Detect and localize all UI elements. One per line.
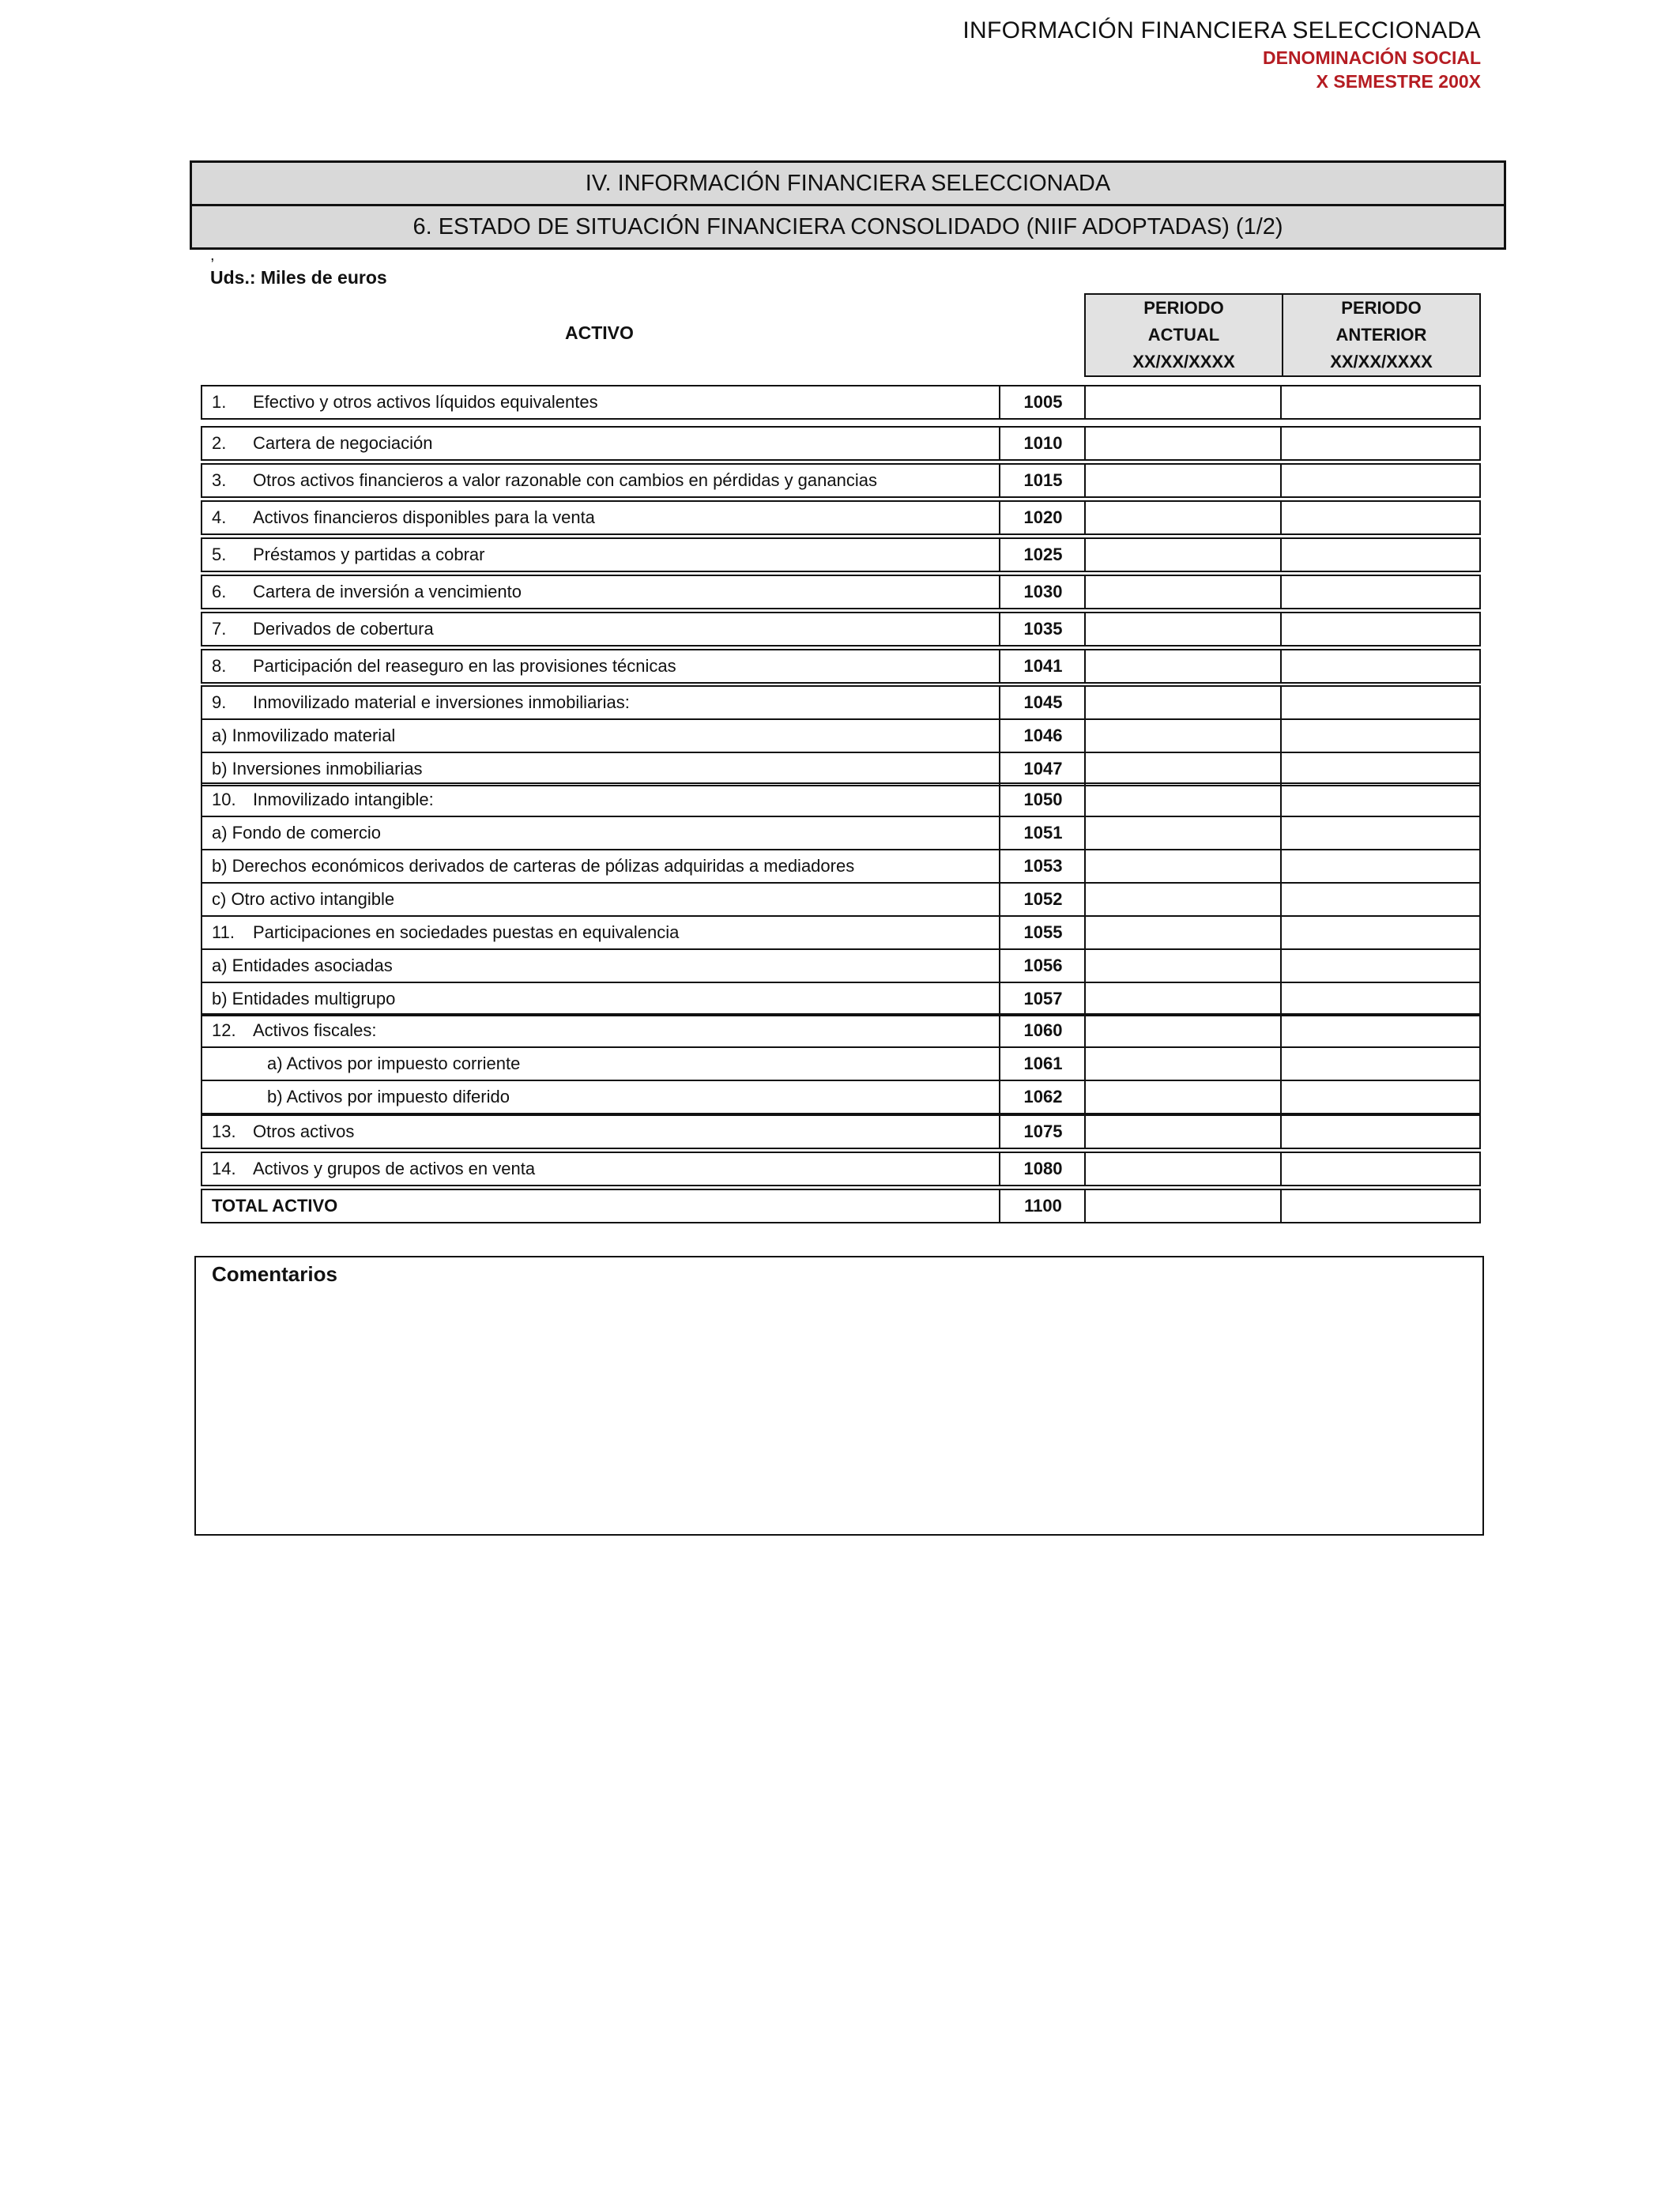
row-code: 1056	[999, 950, 1086, 982]
current-period-value-cell[interactable]	[1084, 753, 1282, 785]
row-group	[201, 782, 1481, 917]
row-group	[201, 426, 1481, 461]
table-row	[202, 1116, 1479, 1148]
header-company: DENOMINACIÓN SOCIAL	[1263, 47, 1481, 68]
row-number: 3.	[212, 470, 227, 490]
current-period-value-cell[interactable]	[1084, 817, 1282, 849]
row-number: 12.	[212, 1020, 236, 1040]
previous-period-value-cell[interactable]	[1280, 983, 1479, 1015]
row-label: a) Entidades asociadas	[212, 956, 393, 975]
row-code: 1041	[999, 650, 1086, 682]
table-row	[202, 1015, 1479, 1046]
previous-period-line-1: PERIODO	[1341, 298, 1422, 318]
row-code: 1030	[999, 576, 1086, 608]
current-period-line-1: PERIODO	[1143, 298, 1224, 318]
previous-period-value-cell[interactable]	[1280, 1116, 1479, 1148]
column-header-previous-period	[1282, 293, 1481, 377]
row-group	[201, 1013, 1481, 1114]
previous-period-value-cell[interactable]	[1280, 386, 1479, 418]
row-label: a) Fondo de comercio	[212, 823, 381, 843]
comments-label: Comentarios	[212, 1262, 337, 1286]
previous-period-value-cell[interactable]	[1280, 1081, 1479, 1113]
current-period-value-cell[interactable]	[1084, 539, 1282, 571]
table-row	[202, 917, 1479, 948]
previous-period-value-cell[interactable]	[1280, 502, 1479, 533]
row-number: 13.	[212, 1122, 236, 1141]
table-row	[202, 465, 1479, 496]
row-label: b) Inversiones inmobiliarias	[212, 759, 423, 778]
current-period-value-cell[interactable]	[1084, 1116, 1282, 1148]
row-label: TOTAL ACTIVO	[212, 1196, 338, 1216]
row-label: Cartera de inversión a vencimiento	[253, 582, 522, 601]
current-period-value-cell[interactable]	[1084, 1153, 1282, 1185]
table-row	[202, 849, 1479, 882]
row-label: Otros activos financieros a valor razonable con cambios en pérdidas y ganancias	[253, 470, 877, 490]
column-header-current-period	[1084, 293, 1283, 377]
current-period-value-cell[interactable]	[1084, 502, 1282, 533]
current-period-value-cell[interactable]	[1084, 428, 1282, 459]
row-code: 1055	[999, 917, 1086, 948]
current-period-value-cell[interactable]	[1084, 465, 1282, 496]
row-code: 1100	[999, 1190, 1086, 1222]
row-group	[201, 649, 1481, 684]
row-group	[201, 1189, 1481, 1223]
row-label: Derivados de cobertura	[253, 619, 434, 639]
row-label: Inmovilizado intangible:	[253, 790, 434, 809]
table-row	[202, 613, 1479, 645]
current-period-value-cell[interactable]	[1084, 576, 1282, 608]
table-row	[202, 428, 1479, 459]
row-label: Inmovilizado material e inversiones inmobiliarias:	[253, 692, 630, 712]
previous-period-value-cell[interactable]	[1280, 784, 1479, 816]
table-row	[202, 816, 1479, 849]
previous-period-value-cell[interactable]	[1280, 613, 1479, 645]
previous-period-value-cell[interactable]	[1280, 428, 1479, 459]
row-code: 1005	[999, 386, 1086, 418]
total-row	[202, 1190, 1479, 1222]
current-period-value-cell[interactable]	[1084, 1190, 1282, 1222]
row-number: 10.	[212, 790, 236, 809]
row-code: 1015	[999, 465, 1086, 496]
row-label: Préstamos y partidas a cobrar	[253, 545, 485, 564]
previous-period-value-cell[interactable]	[1280, 817, 1479, 849]
row-code: 1010	[999, 428, 1086, 459]
previous-period-value-cell[interactable]	[1280, 1153, 1479, 1185]
row-code: 1075	[999, 1116, 1086, 1148]
row-code: 1080	[999, 1153, 1086, 1185]
row-group	[201, 612, 1481, 647]
row-label: b) Entidades multigrupo	[212, 989, 396, 1008]
row-code: 1061	[999, 1048, 1086, 1080]
current-period-value-cell[interactable]	[1084, 687, 1282, 718]
current-period-value-cell[interactable]	[1084, 613, 1282, 645]
previous-period-value-cell[interactable]	[1280, 1048, 1479, 1080]
row-group	[201, 685, 1481, 786]
row-label: c) Otro activo intangible	[212, 889, 395, 909]
current-period-value-cell[interactable]	[1084, 950, 1282, 982]
row-label: Activos y grupos de activos en venta	[253, 1159, 536, 1178]
previous-period-value-cell[interactable]	[1280, 465, 1479, 496]
table-row	[202, 1153, 1479, 1185]
row-number: 14.	[212, 1159, 236, 1178]
table-row	[202, 687, 1479, 718]
current-period-value-cell[interactable]	[1084, 917, 1282, 948]
section-subtitle: 6. ESTADO DE SITUACIÓN FINANCIERA CONSOLIDADO (NIIF ADOPTADAS) (1/2)	[190, 204, 1506, 250]
row-number: 2.	[212, 433, 227, 453]
table-row	[202, 1046, 1479, 1080]
comments-box[interactable]	[194, 1256, 1484, 1536]
row-label: a) Inmovilizado material	[212, 726, 396, 745]
table-row	[202, 982, 1479, 1015]
current-period-value-cell[interactable]	[1084, 884, 1282, 915]
current-period-value-cell[interactable]	[1084, 850, 1282, 882]
row-number: 4.	[212, 507, 227, 527]
previous-period-value-cell[interactable]	[1280, 884, 1479, 915]
current-period-value-cell[interactable]	[1084, 1015, 1282, 1046]
previous-period-value-cell[interactable]	[1280, 850, 1479, 882]
row-group	[201, 1114, 1481, 1149]
table-row	[202, 784, 1479, 816]
table-row	[202, 718, 1479, 752]
row-group	[201, 575, 1481, 609]
previous-period-value-cell[interactable]	[1280, 539, 1479, 571]
row-group	[201, 915, 1481, 1016]
row-code: 1052	[999, 884, 1086, 915]
row-number: 9.	[212, 692, 227, 712]
table-row	[202, 539, 1479, 571]
activo-header: ACTIVO	[565, 322, 634, 343]
row-number: 1.	[212, 392, 227, 412]
current-period-value-cell[interactable]	[1084, 720, 1282, 752]
row-code: 1045	[999, 687, 1086, 718]
row-label: a) Activos por impuesto corriente	[267, 1054, 521, 1073]
row-code: 1035	[999, 613, 1086, 645]
row-group	[201, 385, 1481, 420]
current-period-value-cell[interactable]	[1084, 1081, 1282, 1113]
table-row	[202, 752, 1479, 785]
row-code: 1020	[999, 502, 1086, 533]
row-label: Cartera de negociación	[253, 433, 433, 453]
previous-period-value-cell[interactable]	[1280, 720, 1479, 752]
current-period-value-cell[interactable]	[1084, 650, 1282, 682]
section-title: IV. INFORMACIÓN FINANCIERA SELECCIONADA	[190, 160, 1506, 206]
row-label: Efectivo y otros activos líquidos equivalentes	[253, 392, 598, 412]
row-code: 1051	[999, 817, 1086, 849]
previous-period-line-2: ANTERIOR	[1335, 325, 1427, 345]
current-period-value-cell[interactable]	[1084, 983, 1282, 1015]
row-code: 1050	[999, 784, 1086, 816]
units-label: Uds.: Miles de euros	[210, 267, 387, 288]
current-period-value-cell[interactable]	[1084, 1048, 1282, 1080]
previous-period-value-cell[interactable]	[1280, 576, 1479, 608]
row-group	[201, 537, 1481, 572]
row-label: Activos fiscales:	[253, 1020, 377, 1040]
row-number: 7.	[212, 619, 227, 639]
current-period-line-2: ACTUAL	[1147, 325, 1220, 345]
row-label: b) Derechos económicos derivados de carteras de pólizas adquiridas a mediadores	[212, 856, 855, 876]
stray-mark: ,	[210, 247, 215, 264]
table-row	[202, 502, 1479, 533]
previous-period-value-cell[interactable]	[1280, 917, 1479, 948]
row-label: Participaciones en sociedades puestas en equivalencia	[253, 922, 680, 942]
previous-period-value-cell[interactable]	[1280, 650, 1479, 682]
header-period: X SEMESTRE 200X	[1316, 71, 1481, 92]
row-code: 1047	[999, 753, 1086, 785]
previous-period-value-cell[interactable]	[1280, 687, 1479, 718]
current-period-value-cell[interactable]	[1084, 784, 1282, 816]
row-label: Activos financieros disponibles para la venta	[253, 507, 595, 527]
row-group	[201, 463, 1481, 498]
row-label: b) Activos por impuesto diferido	[267, 1087, 510, 1106]
row-number: 5.	[212, 545, 227, 564]
current-period-value-cell[interactable]	[1084, 386, 1282, 418]
previous-period-value-cell[interactable]	[1280, 1190, 1479, 1222]
row-number: 8.	[212, 656, 227, 676]
previous-period-value-cell[interactable]	[1280, 1015, 1479, 1046]
row-code: 1062	[999, 1081, 1086, 1113]
row-label: Otros activos	[253, 1122, 355, 1141]
row-number: 11.	[212, 922, 235, 942]
row-number: 6.	[212, 582, 227, 601]
table-row	[202, 948, 1479, 982]
table-row	[202, 576, 1479, 608]
table-row	[202, 882, 1479, 915]
current-period-date: XX/XX/XXXX	[1132, 352, 1235, 371]
row-code: 1025	[999, 539, 1086, 571]
row-code: 1053	[999, 850, 1086, 882]
row-code: 1060	[999, 1015, 1086, 1046]
previous-period-value-cell[interactable]	[1280, 950, 1479, 982]
header-title: INFORMACIÓN FINANCIERA SELECCIONADA	[962, 17, 1481, 43]
row-group	[201, 1152, 1481, 1186]
table-row	[202, 1080, 1479, 1113]
table-row	[202, 386, 1479, 418]
table-row	[202, 650, 1479, 682]
row-code: 1046	[999, 720, 1086, 752]
previous-period-date: XX/XX/XXXX	[1330, 352, 1433, 371]
row-label: Participación del reaseguro en las provisiones técnicas	[253, 656, 676, 676]
row-code: 1057	[999, 983, 1086, 1015]
row-group	[201, 500, 1481, 535]
previous-period-value-cell[interactable]	[1280, 753, 1479, 785]
